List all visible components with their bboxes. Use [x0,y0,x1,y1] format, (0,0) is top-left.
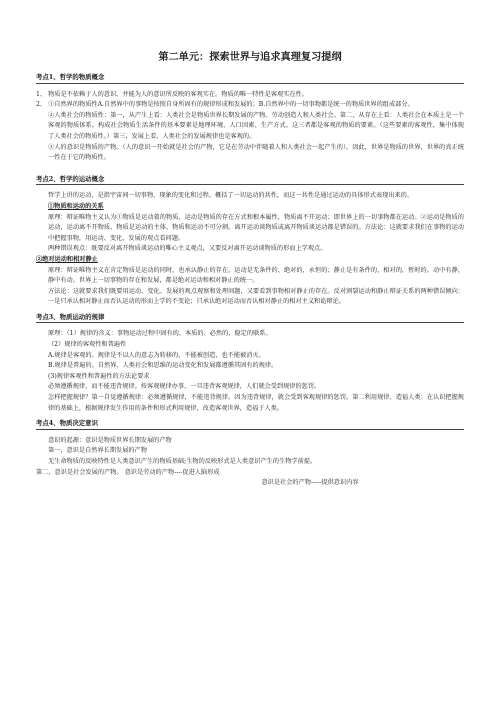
paragraph: 怎样把握规律？第一自觉遵循规律：必须遵循规律，不能违背规律。因为违背规律，就会受到客观规律的惩罚。第二利用规律、造福人类：在认识把握规律的基础上，根据规律发生作用的条件和形式利用规律，改造客观世界，造福于人类。 [48,394,464,412]
paragraph: 原理：辩证唯物主义认为①物质是运动着的物质，运动是物质的存在方式和根本属性，物质离不开运动；即世界上的一切事物都在运动。②运动是物质的运动，运动离不开物质，物质是运动的主体，物质和运动不可分割。离开运动谈物质或离开物质谈运动都是错误的。方法论：这就要求我们在事物的运动中把握事物，用运动、变化、发展的观点看问题。 [48,213,464,242]
section-heading-3: 考点3、物质运动的规律 [36,312,464,324]
subheading: ②绝对运动和相对静止 [36,255,98,263]
paragraph: 哲学上讲的运动，是指宇宙间一切事物、现象的变化和过程。概括了一切运动的共性，而这一共性是通过运动的具体形式表现出来的。 [48,192,414,200]
paragraph: 2、 ①自然界的物质性A.自然界中的事物是按照自身所固有的规律形成和发展的；B.自然界中的一切事物都是统一的物质世界的组成部分。 [36,101,414,109]
paragraph: A.规律是客观的。规律是不以人的意志为转移的，不能被创造，也不能被消灭。 [48,351,265,359]
section-heading-4: 考点4、物质决定意识 [36,418,464,430]
paragraph: 1、 物质是不依赖于人的意识、并能为人的意识所反映的客观实在。物质的唯一特性是客观实在性。 [36,90,308,98]
paragraph: 第一，意识是自然界长期发展的产物 [48,447,147,455]
page-title: 第二单元：探索世界与追求真理复习提纲 [158,51,342,63]
paragraph: （2）规律的客观性和普遍性 [48,341,127,349]
paragraph: ②人类社会的物质性：第一，从产生上看：人类社会是物质世界长期发展的产物。劳动创造人和人类社会。第二，从存在上看：人类社会在本质上是一个客观的物质体系。构成社会物质生活条件的基本要素是地理环境、人口因素、生产方式。这三者都是客观的物质的要素。（这些要素的客观性，集中体现了人类社会的物质性。）第三，发展上看，人类社会的发展规律也是客观的。 [48,111,464,140]
paragraph: B.规律是普遍的。自然界、人类社会和思维的运动变化和发展都遵循其固有的规律。 [48,362,278,370]
document-page [36,50,464,489]
section-heading-2: 考点2、哲学的运动概念 [36,174,464,186]
paragraph: 原理：（1）规律的含义：事物运动过程中固有的、本质的、必然的、稳定的联系。 [48,330,272,338]
paragraph: 无生命物质的反映特性是人类意识产生的物质基础;生物的反映形式是人类意识产生的生物学前提。 [48,458,317,465]
subheading: ①物质和运动的关系 [48,202,104,210]
paragraph: 意识是社会的产物-----提供意识内容 [261,479,359,487]
paragraph: ③人的意识是物质的产物。（人的意识一开始就是社会的产物，它是在劳动中伴随着人和人类社会一起产生的）。因此，世界是物质的世界，世界的真正统一性在于它的物质性。 [48,143,464,162]
paragraph: 两种错误观点：既要反对离开物质谈运动的唯心主义观点，又要反对离开运动谈物质的形而上学观点。 [48,245,327,253]
paragraph: 方法论：这就要求我们既要用运动、变化、发展的观点观察和处理问题，又要看到事物相对静止的存在。反对割裂运动和静止辩证关系的两种错误倾向：一是只承认相对静止而否认运动的形而上学的不变论；只承认绝对运动而否认相对静止的相对主义和诡辩论。 [48,287,464,306]
paragraph: 原理：辩证唯物主义在肯定物质是运动的同时，也承认静止的存在。运动是无条件的、绝对的，永恒的；静止是有条件的，相对的，暂时的。动中有静，静中有动。世界上一切事物的存在和发展，都是绝对运动和相对静止的统一。 [48,266,464,285]
paragraph: 意识的起源：意识是物质世界长期发展的产物 [48,436,172,444]
section-heading-1: 考点1、哲学的物质概念 [36,72,464,84]
paragraph: 第二，意识是社会发展的产物。 意识是劳动的产物----促进人脑形成 [36,468,220,476]
paragraph: 必须遵循规律，而不能违背规律。按客观规律办事，一旦违背客观规律，人们就会受到规律的惩罚。 [48,383,321,391]
paragraph: (3)规律客观性和普遍性的方法论要求 [48,372,150,380]
